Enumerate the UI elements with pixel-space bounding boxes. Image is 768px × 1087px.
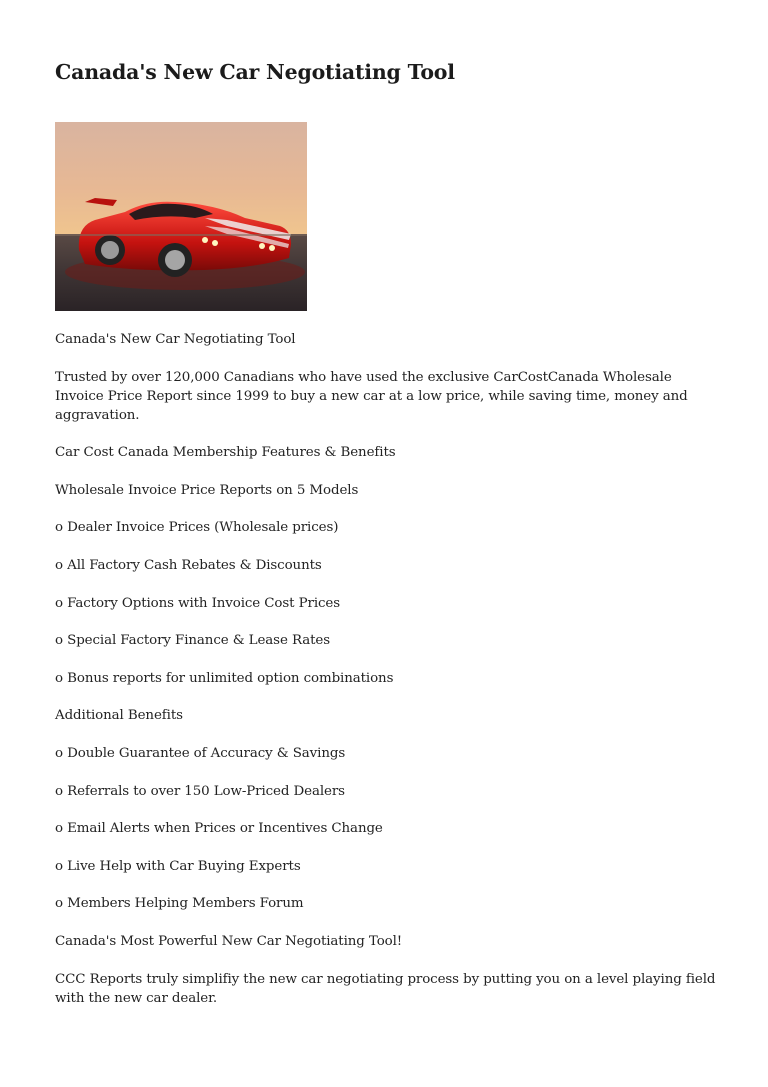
section-heading: Wholesale Invoice Price Reports on 5 Models [55, 482, 359, 498]
list-item: o All Factory Cash Rebates & Discounts [55, 557, 322, 573]
subtitle: Canada's New Car Negotiating Tool [55, 332, 296, 347]
section-heading: Canada's Most Powerful New Car Negotiating Tool! [55, 933, 403, 949]
document-body [55, 330, 720, 1026]
section-heading: Car Cost Canada Membership Features & Benefits [55, 445, 396, 461]
car-photo [55, 122, 307, 311]
list-item: o Email Alerts when Prices or Incentives Change [55, 821, 383, 837]
list-item: o Live Help with Car Buying Experts [55, 858, 301, 874]
page-title: Canada's New Car Negotiating Tool [55, 60, 455, 84]
list-item: o Members Helping Members Forum [55, 896, 304, 912]
list-item: o Bonus reports for unlimited option combinations [55, 670, 394, 686]
list-item: o Factory Options with Invoice Cost Prices [55, 595, 340, 611]
list-item: o Double Guarantee of Accuracy & Savings [55, 745, 346, 761]
closing-paragraph: CCC Reports truly simplifiy the new car negotiating process by putting you on a level playing field with the new car dealer. [55, 971, 716, 1006]
list-item: o Referrals to over 150 Low-Priced Dealers [55, 783, 345, 799]
list-item: o Dealer Invoice Prices (Wholesale prices) [55, 520, 339, 536]
section-heading: Additional Benefits [55, 708, 183, 724]
list-item: o Special Factory Finance & Lease Rates [55, 633, 330, 649]
intro-paragraph: Trusted by over 120,000 Canadians who have used the exclusive CarCostCanada Wholesale Invoice Price Report since 1999 to buy a new car at a low price, while saving time, money and aggravation. [55, 369, 688, 423]
